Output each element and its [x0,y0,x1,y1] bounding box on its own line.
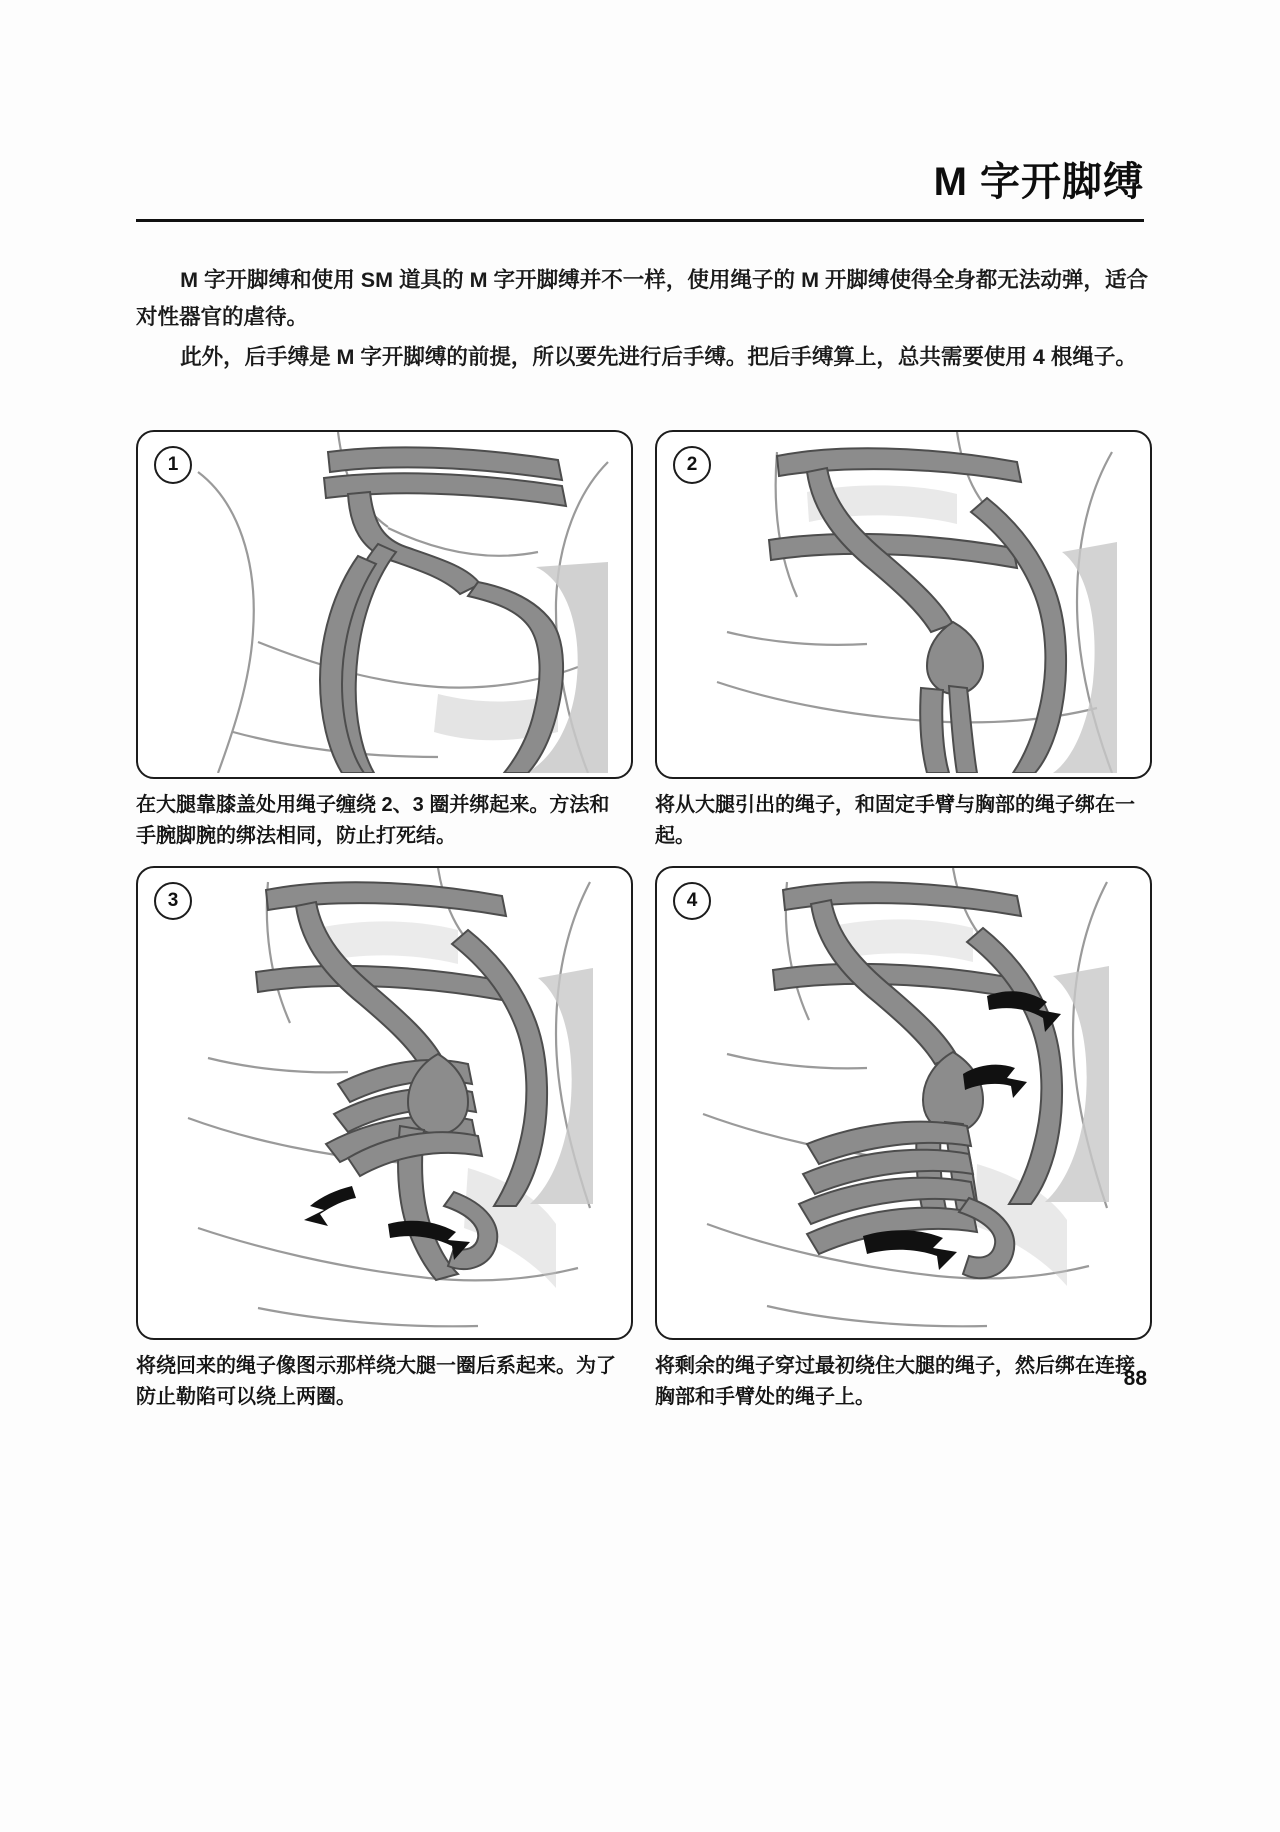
figure-caption-3: 将绕回来的绳子像图示那样绕大腿一圈后系起来。为了防止勒陷可以绕上两圈。 [136,1355,616,1408]
step-number-badge-1: 1 [154,446,192,484]
figure-drawing-4 [657,868,1146,1334]
figure-row-2 [136,866,1148,1413]
page-title-container [136,150,1144,207]
illustration-step-1 [136,430,633,779]
figure-row-1 [136,430,1148,852]
title-divider [136,219,1144,222]
page-number: 88 [1123,1367,1147,1390]
paragraph-2: 此外，后手缚是 M 字开脚缚的前提，所以要先进行后手缚。把后手缚算上，总共需要使用 4 根绳子。 [180,344,1137,369]
figure-cell-step-2 [655,430,1148,852]
figure-drawing-1 [138,432,627,773]
figure-caption-4: 将剩余的绳子穿过最初绕住大腿的绳子，然后绑在连接胸部和手臂处的绳子上。 [655,1355,1135,1408]
illustration-step-3 [136,866,633,1340]
figure-cell-step-3 [136,866,629,1413]
step-number-badge-4: 4 [673,882,711,920]
page-title: M 字开脚缚 [933,160,1144,204]
body-text [136,262,1148,379]
figure-cell-step-1 [136,430,629,852]
figure-drawing-2 [657,432,1146,773]
step-number-badge-2: 2 [673,446,711,484]
paragraph-1: M 字开脚缚和使用 SM 道具的 M 字开脚缚并不一样，使用绳子的 M 开脚缚使得全身都无法动弹，适合对性器官的虐待。 [136,268,1148,329]
illustration-step-4 [655,866,1152,1340]
figure-caption-2: 将从大腿引出的绳子，和固定手臂与胸部的绳子绑在一起。 [655,794,1135,847]
step-number-badge-3: 3 [154,882,192,920]
figure-caption-1: 在大腿靠膝盖处用绳子缠绕 2、3 圈并绑起来。方法和手腕脚腕的绑法相同，防止打死结。 [136,794,610,847]
figure-drawing-3 [138,868,627,1334]
illustration-step-2 [655,430,1152,779]
figure-grid [136,430,1148,1427]
figure-cell-step-4 [655,866,1148,1413]
